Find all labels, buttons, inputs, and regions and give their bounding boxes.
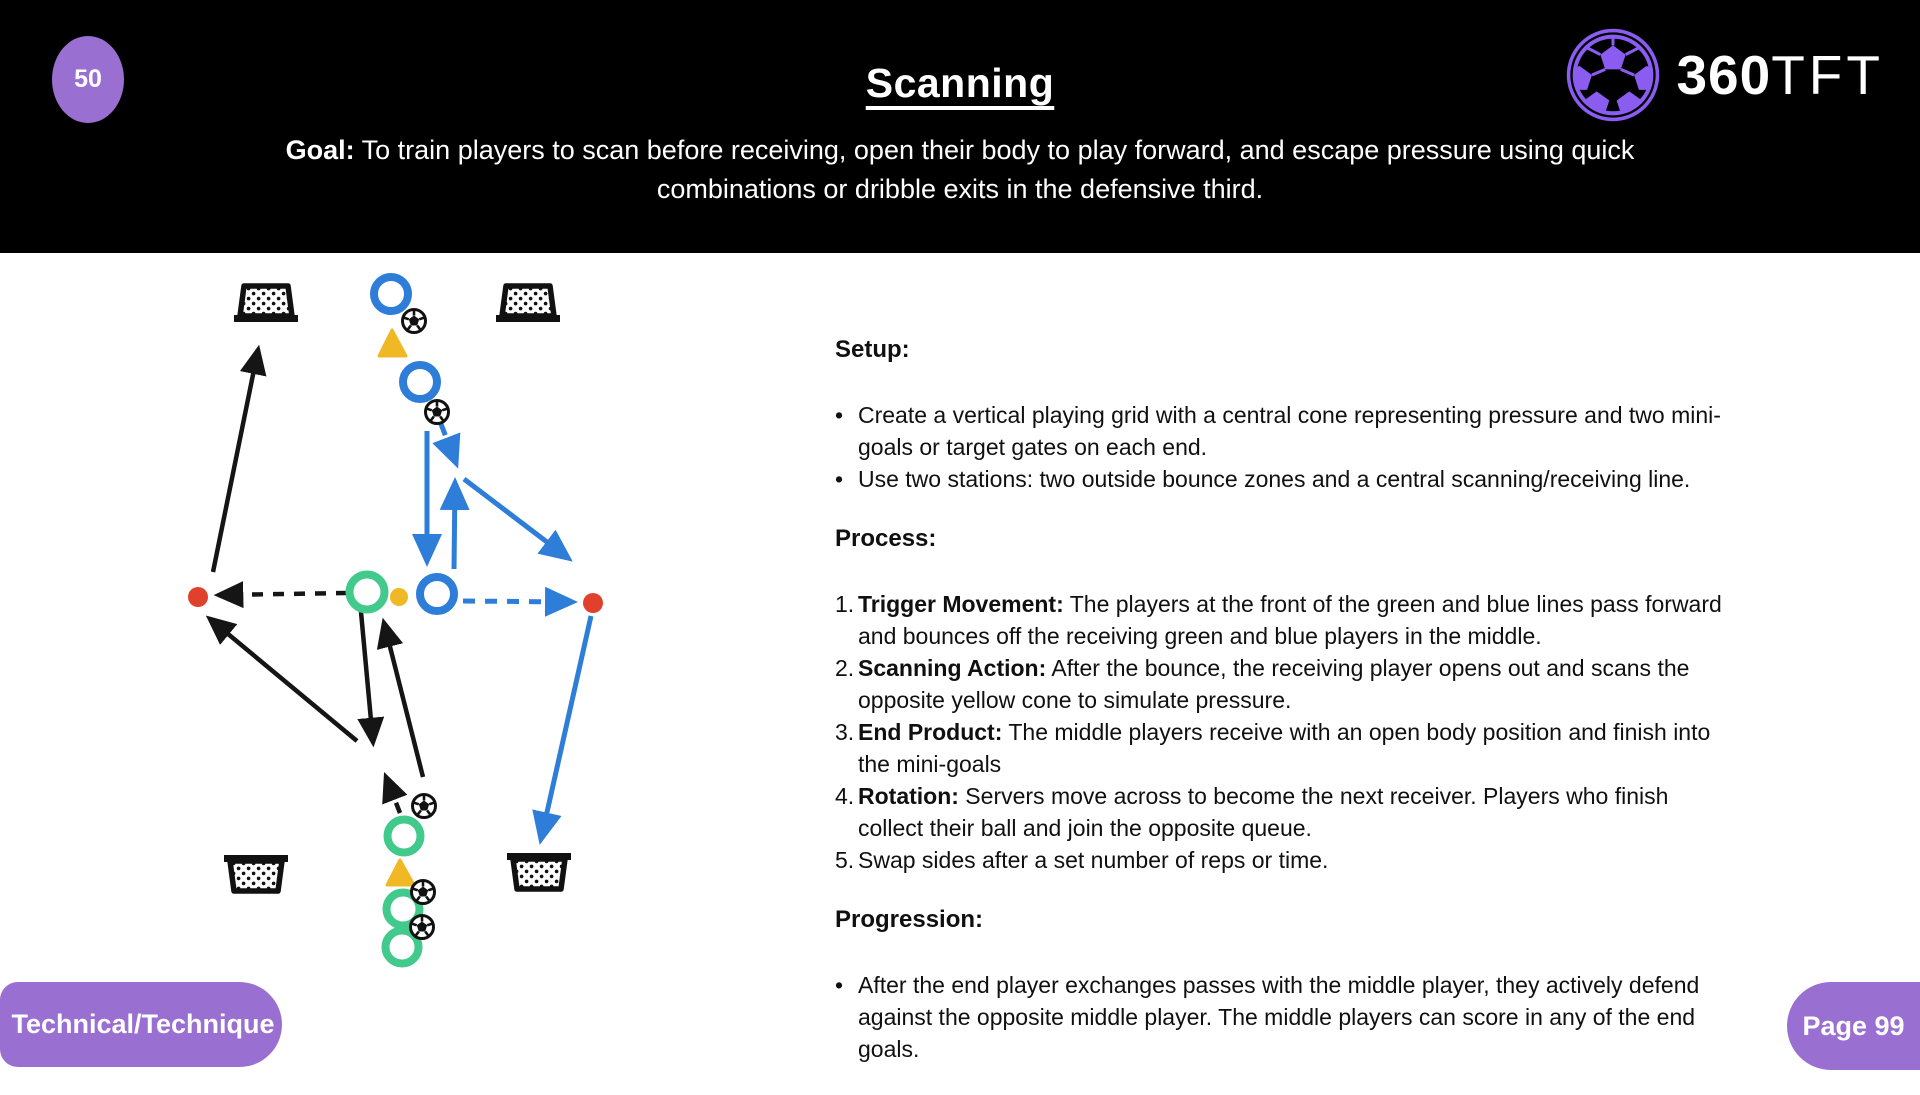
cone-icon: [379, 330, 406, 356]
run-arrow: [213, 350, 258, 572]
goal-text: Goal: To train players to scan before receiving, open their body to play forward, and escape pressure using quick combinations or dribble exits in the defensive third.: [285, 135, 1635, 204]
run-arrow: [210, 619, 357, 741]
list-item: 3. End Product: The middle players receive with an open body position and finish into the mini-goals: [835, 719, 1711, 777]
pass-arrow: [464, 479, 568, 558]
dribble-arrow: [386, 777, 400, 813]
process-list: [835, 588, 1725, 876]
marker-dot: [390, 588, 408, 606]
list-item: 2. Scanning Action: After the bounce, the receiving player opens out and scans the opposite yellow cone to simulate pressure.: [835, 655, 1690, 713]
marker-dot: [583, 593, 603, 613]
list-item: • After the end player exchanges passes with the middle player, they actively defend against the opposite middle player. The middle players can score in any of the end goals.: [835, 969, 1725, 1065]
category-badge: Technical/Technique: [0, 982, 282, 1067]
run-arrow: [384, 623, 423, 777]
list-item: • Create a vertical playing grid with a central cone representing pressure and two mini-goals or target gates on each end.: [835, 399, 1725, 463]
list-item: 4. Rotation: Servers move across to become the next receiver. Players who finish collect their ball and join the opposite queue.: [835, 783, 1669, 841]
mini-goal-icon: [224, 855, 288, 891]
goal-label: Goal:: [285, 135, 355, 165]
list-item: • Use two stations: two outside bounce zones and a central scanning/receiving line.: [835, 463, 1725, 495]
soccer-ball-icon: [412, 881, 435, 904]
drill-number: 50: [74, 65, 102, 93]
pass-arrow: [454, 483, 455, 569]
page-title: Scanning: [865, 60, 1055, 106]
marker-dot: [188, 587, 208, 607]
blue-player-ring: [374, 277, 408, 311]
green-player-ring: [388, 820, 421, 853]
blue-player-ring: [403, 365, 437, 399]
soccer-ball-logo-icon: [1566, 28, 1660, 122]
brand-logo: [1566, 28, 1884, 122]
mini-goal-icon: [234, 286, 298, 322]
brand-name: 360TFT: [1676, 43, 1884, 106]
movement-arrow: [463, 601, 572, 602]
header: [0, 0, 1920, 253]
list-item: 5. Swap sides after a set number of reps or time.: [835, 847, 1329, 873]
drill-diagram: [150, 230, 640, 1005]
soccer-ball-icon: [426, 401, 449, 424]
progression-list: [835, 969, 1725, 1065]
page-number-badge: Page 99: [1787, 982, 1920, 1070]
list-item: 1. Trigger Movement: The players at the front of the green and blue lines pass forward and bounces off the receiving green and blue players in the middle.: [835, 591, 1722, 649]
mini-goal-icon: [496, 286, 560, 322]
progression-heading: Progression:: [835, 906, 984, 933]
instructions-panel: [835, 336, 1725, 1095]
blue-player-ring: [420, 577, 454, 611]
movement-arrow: [441, 424, 456, 463]
setup-list: [835, 399, 1725, 495]
run-arrow: [361, 612, 373, 742]
green-player-ring: [350, 575, 385, 610]
soccer-ball-icon: [403, 310, 426, 333]
soccer-ball-icon: [413, 795, 436, 818]
process-heading: Process:: [835, 525, 937, 552]
pass-arrow: [541, 616, 591, 839]
dribble-arrow: [219, 593, 347, 595]
mini-goal-icon: [507, 853, 571, 889]
setup-heading: Setup:: [835, 336, 910, 363]
cone-icon: [387, 860, 414, 885]
soccer-ball-icon: [411, 916, 434, 939]
